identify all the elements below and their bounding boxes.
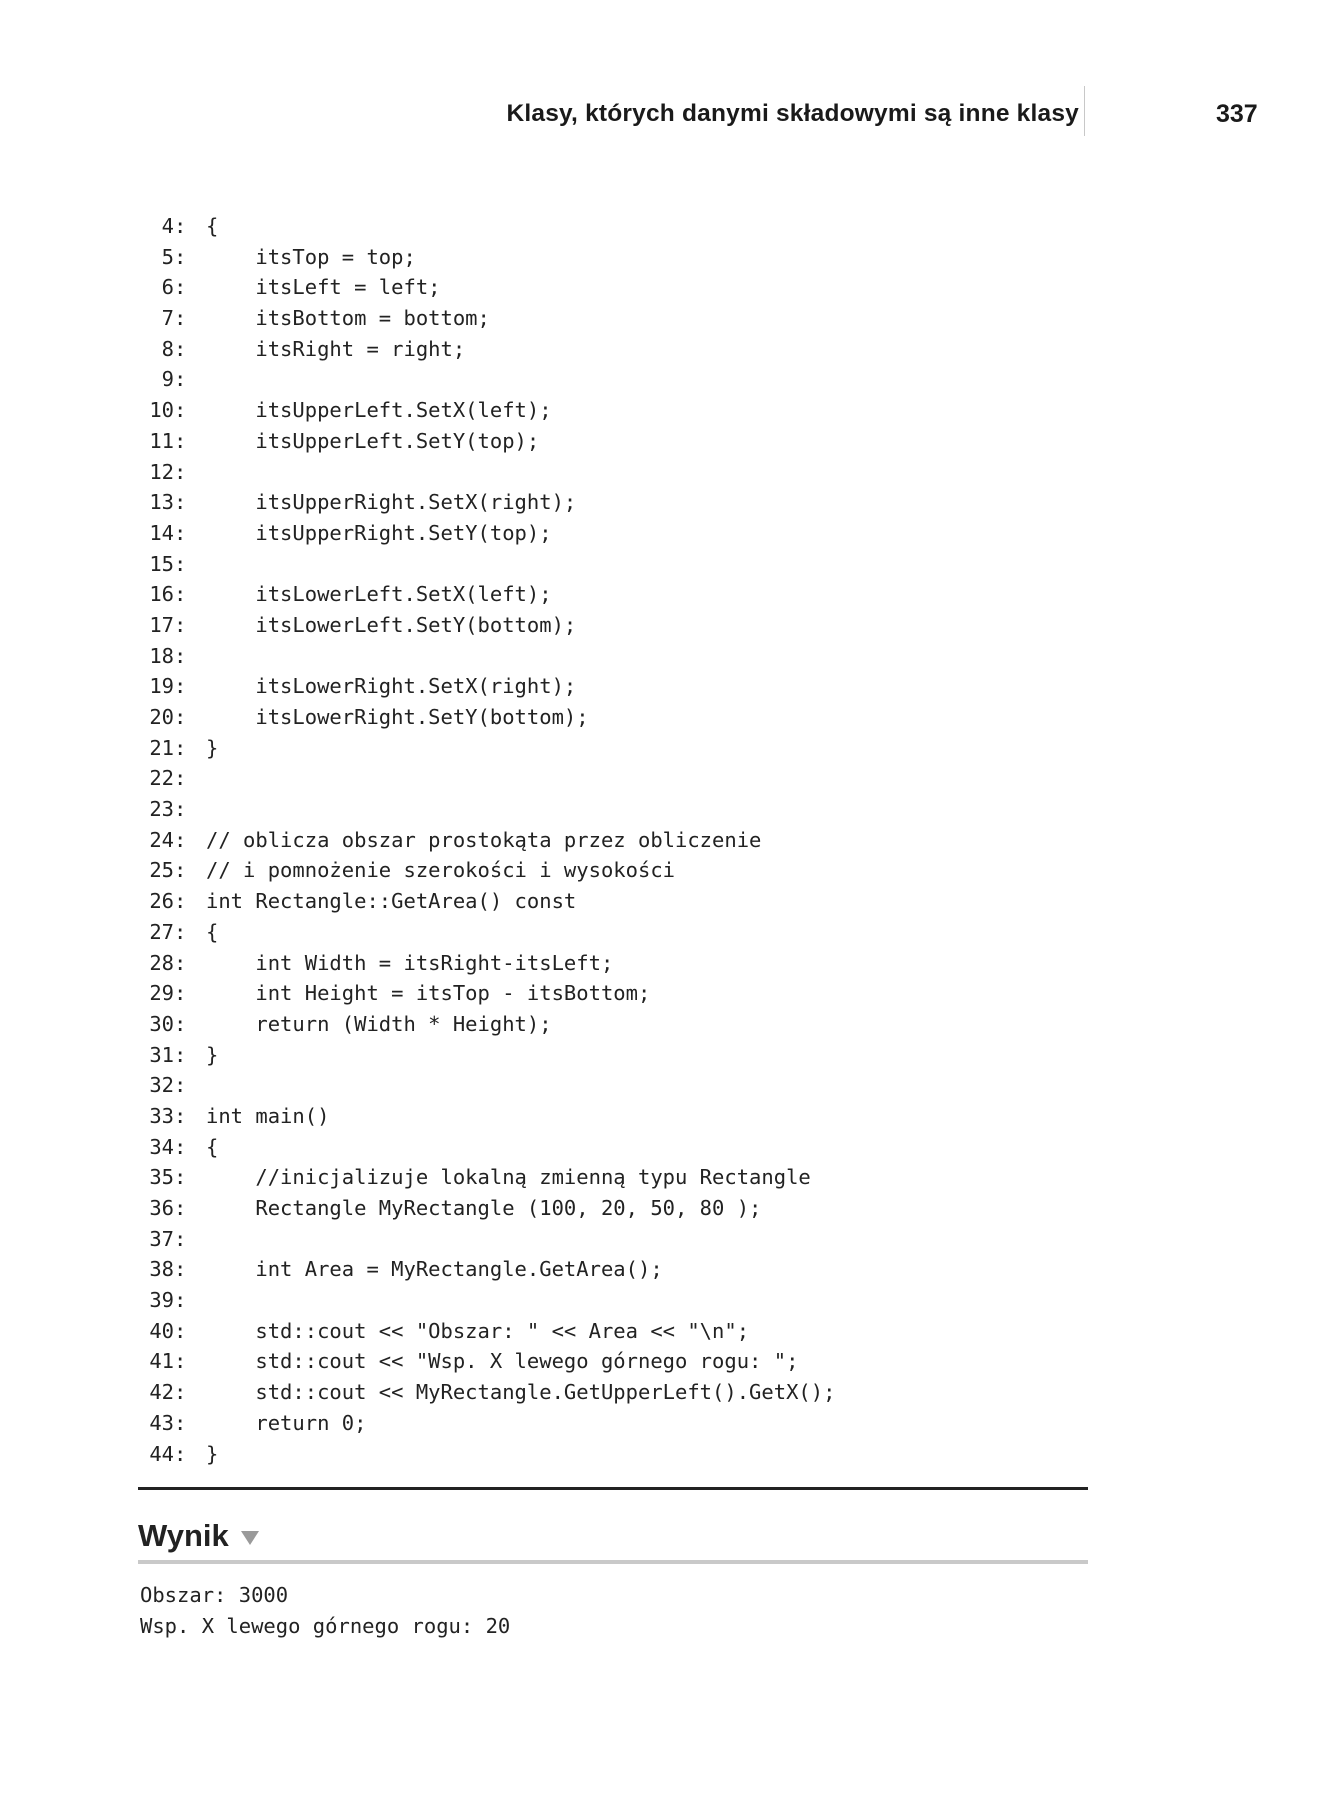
line-number-separator: :: [174, 398, 187, 423]
program-output: [140, 1580, 510, 1641]
code-line: [138, 763, 835, 794]
code-text: itsRight = right;: [206, 336, 466, 361]
code-text: int Width = itsRight-itsLeft;: [206, 950, 614, 975]
code-text: }: [206, 1042, 219, 1067]
code-line: [138, 1040, 835, 1071]
page-number: 337: [1216, 100, 1258, 128]
line-number-separator: :: [174, 766, 187, 791]
line-number-separator: :: [174, 1011, 187, 1036]
code-text: std::cout << "Obszar: " << Area << "\n";: [206, 1318, 750, 1343]
line-number-separator: :: [174, 735, 187, 760]
code-text: {: [206, 214, 219, 238]
line-number-separator: :: [174, 827, 187, 852]
line-number-separator: :: [174, 336, 187, 361]
code-line: [138, 948, 835, 979]
output-heading-rule: [138, 1560, 1088, 1564]
line-number: 31: [149, 1042, 174, 1067]
code-text: itsLowerLeft.SetX(left);: [206, 582, 552, 607]
code-line: [138, 303, 835, 334]
code-line: [138, 1162, 835, 1193]
line-number: 18: [149, 643, 174, 668]
line-number: 14: [149, 520, 174, 545]
line-number-separator: :: [174, 1410, 187, 1435]
code-line: [138, 825, 835, 856]
output-heading: [138, 1518, 259, 1554]
listing-end-rule: [138, 1487, 1088, 1490]
code-line: [138, 272, 835, 303]
line-number: 7: [161, 306, 174, 331]
code-text: int main(): [206, 1103, 330, 1128]
code-line: [138, 1439, 835, 1470]
line-number: 40: [149, 1318, 174, 1343]
line-number-separator: :: [174, 1103, 187, 1128]
line-number: 30: [149, 1011, 174, 1036]
line-number: 24: [149, 827, 174, 852]
line-number: 11: [149, 428, 174, 453]
output-heading-label: Wynik: [138, 1518, 229, 1553]
line-number: 8: [161, 336, 174, 361]
code-text: [194, 1070, 206, 1101]
code-line: [138, 610, 835, 641]
code-line: [138, 1408, 835, 1439]
line-number: 12: [149, 459, 174, 484]
code-listing: [138, 211, 835, 1469]
code-text: [194, 641, 206, 672]
line-number: 37: [149, 1226, 174, 1251]
line-number: 42: [149, 1380, 174, 1405]
line-number: 33: [149, 1103, 174, 1128]
code-line: [138, 1377, 835, 1408]
line-number: 27: [149, 919, 174, 944]
line-number: 23: [149, 797, 174, 822]
line-number: 35: [149, 1165, 174, 1190]
code-line: [138, 1193, 835, 1224]
code-line: [138, 549, 835, 580]
code-text: {: [206, 919, 219, 944]
code-text: }: [206, 1441, 219, 1466]
code-line: [138, 794, 835, 825]
code-text: itsLowerRight.SetY(bottom);: [206, 705, 589, 729]
code-line: [138, 426, 835, 457]
line-number: 28: [149, 950, 174, 975]
code-line: [138, 1009, 835, 1040]
line-number: 6: [161, 275, 174, 300]
line-number: 10: [149, 398, 174, 423]
line-number-separator: :: [174, 1226, 187, 1251]
code-line: [138, 242, 835, 273]
code-line: [138, 1224, 835, 1255]
code-text: [194, 794, 206, 825]
code-text: itsTop = top;: [206, 244, 416, 269]
code-text: // i pomnożenie szerokości i wysokości: [206, 858, 675, 883]
code-line: [138, 1070, 835, 1101]
line-number-separator: :: [174, 551, 187, 576]
code-line: [138, 733, 835, 764]
line-number: 16: [149, 582, 174, 607]
line-number-separator: :: [174, 674, 187, 699]
line-number: 36: [149, 1196, 174, 1220]
line-number-separator: :: [174, 1380, 187, 1405]
code-text: [194, 1285, 206, 1316]
line-number-separator: :: [174, 1165, 187, 1190]
line-number-separator: :: [174, 582, 187, 607]
code-line: [138, 855, 835, 886]
code-line: [138, 457, 835, 488]
code-text: itsUpperRight.SetX(right);: [206, 490, 577, 515]
line-number: 41: [149, 1349, 174, 1374]
code-line: [138, 395, 835, 426]
code-text: itsLeft = left;: [206, 275, 441, 300]
code-line: [138, 579, 835, 610]
line-number-separator: :: [174, 428, 187, 453]
code-text: itsUpperLeft.SetY(top);: [206, 428, 540, 453]
line-number-separator: :: [174, 1042, 187, 1067]
output-line: Obszar: 3000: [140, 1583, 289, 1607]
output-line: Wsp. X lewego górnego rogu: 20: [140, 1613, 511, 1638]
line-number: 25: [149, 858, 174, 883]
line-number: 21: [149, 735, 174, 760]
line-number-separator: :: [174, 1257, 187, 1282]
header-divider: [1084, 86, 1085, 136]
line-number-separator: :: [174, 1349, 187, 1374]
line-number-separator: :: [174, 797, 187, 822]
code-line: [138, 1101, 835, 1132]
code-line: [138, 518, 835, 549]
code-text: }: [206, 735, 219, 760]
code-text: itsLowerRight.SetX(right);: [206, 674, 577, 699]
code-text: int Rectangle::GetArea() const: [206, 889, 577, 914]
code-text: return (Width * Height);: [206, 1011, 552, 1036]
code-line: [138, 211, 835, 242]
line-number: 38: [149, 1257, 174, 1282]
line-number-separator: :: [174, 490, 187, 515]
code-text: return 0;: [206, 1410, 367, 1435]
line-number-separator: :: [174, 612, 187, 637]
triangle-down-icon: [241, 1531, 259, 1545]
code-text: [194, 549, 206, 580]
line-number-separator: :: [174, 950, 187, 975]
line-number-separator: :: [174, 1288, 187, 1313]
code-line: [138, 487, 835, 518]
code-line: [138, 334, 835, 365]
code-line: [138, 671, 835, 702]
line-number-separator: :: [174, 244, 187, 269]
line-number-separator: :: [174, 1196, 187, 1220]
code-text: itsUpperLeft.SetX(left);: [206, 398, 552, 423]
code-text: int Height = itsTop - itsBottom;: [206, 981, 651, 1006]
code-line: [138, 917, 835, 948]
code-line: [138, 886, 835, 917]
line-number: 17: [149, 612, 174, 637]
code-line: [138, 1316, 835, 1347]
line-number: 39: [149, 1288, 174, 1313]
line-number: 15: [149, 551, 174, 576]
line-number: 9: [161, 367, 174, 392]
line-number-separator: :: [174, 1073, 187, 1098]
line-number-separator: :: [174, 643, 187, 668]
line-number: 43: [149, 1410, 174, 1435]
line-number-separator: :: [174, 459, 187, 484]
line-number-separator: :: [174, 214, 187, 238]
line-number-separator: :: [174, 1134, 187, 1159]
code-text: [194, 457, 206, 488]
code-text: [194, 1224, 206, 1255]
line-number-separator: :: [174, 889, 187, 914]
line-number: 20: [149, 705, 174, 729]
line-number-separator: :: [174, 1441, 187, 1466]
line-number: 4: [161, 214, 174, 238]
code-line: [138, 702, 835, 733]
line-number-separator: :: [174, 981, 187, 1006]
code-text: [194, 763, 206, 794]
code-text: itsUpperRight.SetY(top);: [206, 520, 552, 545]
line-number-separator: :: [174, 705, 187, 729]
code-text: std::cout << "Wsp. X lewego górnego rogu: ";: [206, 1349, 799, 1374]
running-header-title: Klasy, których danymi składowymi są inne klasy: [506, 100, 1079, 127]
code-line: [138, 1254, 835, 1285]
code-line: [138, 1132, 835, 1163]
code-text: // oblicza obszar prostokąta przez obliczenie: [206, 827, 762, 852]
line-number-separator: :: [174, 275, 187, 300]
line-number-separator: :: [174, 520, 187, 545]
line-number: 5: [161, 244, 174, 269]
line-number-separator: :: [174, 1318, 187, 1343]
code-line: [138, 978, 835, 1009]
line-number-separator: :: [174, 919, 187, 944]
code-text: [194, 364, 206, 395]
code-text: std::cout << MyRectangle.GetUpperLeft().GetX();: [206, 1380, 836, 1405]
line-number: 19: [149, 674, 174, 699]
line-number: 26: [149, 889, 174, 914]
code-line: [138, 1346, 835, 1377]
line-number: 22: [149, 766, 174, 791]
line-number: 44: [149, 1441, 174, 1466]
code-text: int Area = MyRectangle.GetArea();: [206, 1257, 663, 1282]
line-number-separator: :: [174, 306, 187, 331]
code-line: [138, 641, 835, 672]
code-text: //inicjalizuje lokalną zmienną typu Rectangle: [206, 1165, 811, 1190]
line-number: 34: [149, 1134, 174, 1159]
line-number-separator: :: [174, 858, 187, 883]
code-text: itsLowerLeft.SetY(bottom);: [206, 612, 577, 637]
code-text: {: [206, 1134, 219, 1159]
code-line: [138, 364, 835, 395]
line-number: 32: [149, 1073, 174, 1098]
code-text: Rectangle MyRectangle (100, 20, 50, 80 );: [206, 1196, 762, 1220]
code-text: itsBottom = bottom;: [206, 306, 490, 331]
code-line: [138, 1285, 835, 1316]
line-number: 13: [149, 490, 174, 515]
line-number-separator: :: [174, 367, 187, 392]
line-number: 29: [149, 981, 174, 1006]
